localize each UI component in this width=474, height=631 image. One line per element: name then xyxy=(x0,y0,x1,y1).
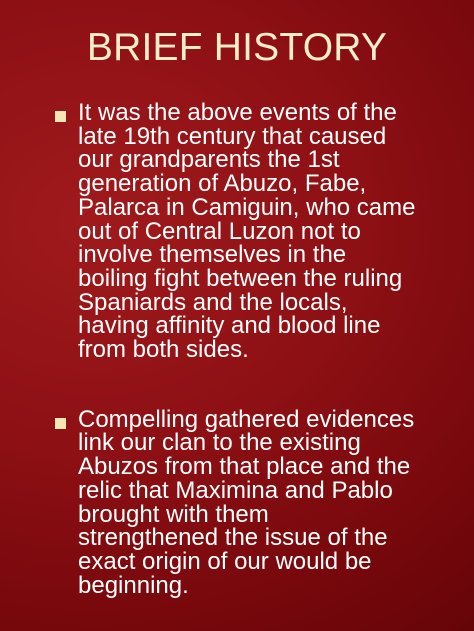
bullet-text-line: brought with them xyxy=(78,500,269,528)
bullet-text-line: link our clan to the existing xyxy=(78,429,361,457)
slide-title: BRIEF HISTORY xyxy=(86,26,388,69)
bullet-text-line: relic that Maximina and Pablo xyxy=(78,476,393,504)
bullet-text-line: boiling fight between the ruling xyxy=(78,264,403,292)
bullet-text-line: beginning. xyxy=(78,571,189,599)
bullet-text-line: strengthened the issue of the xyxy=(78,524,388,552)
bullet-text-line: It was the above events of the xyxy=(78,99,397,126)
bullet-text-line: from both sides. xyxy=(78,336,249,364)
bullet-text-line: Spaniards and the locals, xyxy=(78,288,348,316)
bullet-text-line: our grandparents the 1st xyxy=(78,146,340,174)
bullet-list xyxy=(0,101,474,597)
bullet-item-2 xyxy=(0,405,474,599)
square-bullet-icon xyxy=(55,418,66,429)
bullet-text-line: Compelling gathered evidences xyxy=(78,405,415,433)
bullet-text-line: Abuzos from that place and the xyxy=(78,453,411,481)
bullet-item-1 xyxy=(0,101,474,362)
bullet-text-line: out of Central Luzon not to xyxy=(78,217,361,245)
bullet-text-line: involve themselves in the xyxy=(78,241,347,269)
bullet-text-line: late 19th century that caused xyxy=(78,122,387,150)
bullet-text-line: exact origin of our would be xyxy=(78,547,372,575)
bullet-text-line: Palarca in Camiguin, who came xyxy=(78,193,416,221)
bullet-text-line: generation of Abuzo, Fabe, xyxy=(78,170,367,198)
square-bullet-icon xyxy=(55,111,66,122)
bullet-text-line: having affinity and blood line xyxy=(78,312,381,340)
